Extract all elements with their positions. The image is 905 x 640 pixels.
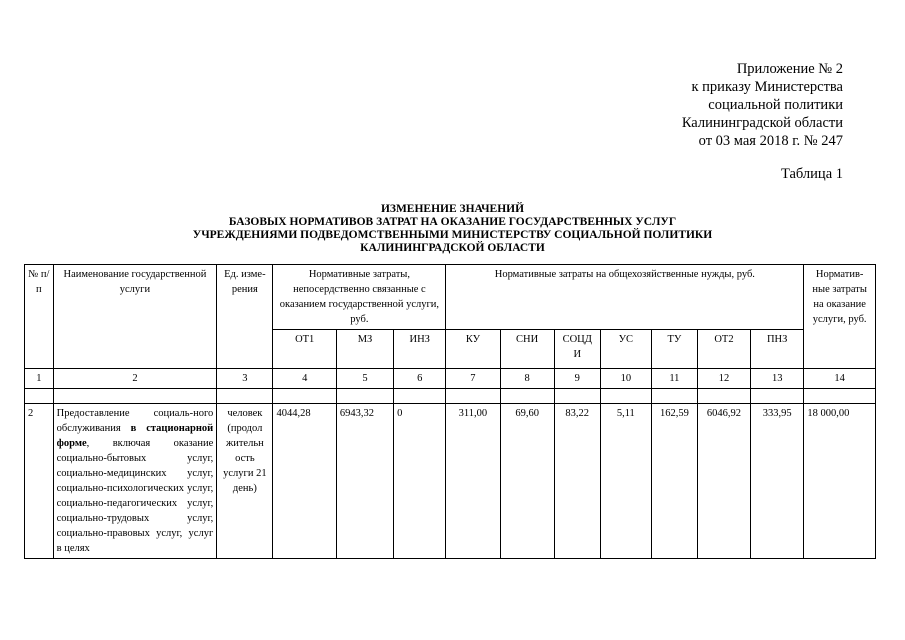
title-line-3: УЧРЕЖДЕНИЯМИ ПОДВЕДОМСТВЕННЫМИ МИНИСТЕРСТВУ СОЦИАЛЬНОЙ ПОЛИТИКИ (192, 229, 713, 241)
col-number-14: 14 (804, 369, 876, 389)
appendix-line-2: к приказу Министерства (691, 79, 843, 95)
row-socdi: 83,22 (554, 404, 600, 559)
title-line-4: КАЛИНИНГРАДСКОЙ ОБЛАСТИ (360, 242, 545, 254)
spacer-row (25, 389, 876, 404)
header-row-1 (25, 265, 876, 330)
col-number-3: 3 (217, 369, 273, 389)
header-general-costs: Нормативные затраты на общехозяйственные нужды, руб. (446, 265, 804, 330)
appendix-line-1: Приложение № 2 (736, 61, 843, 77)
appendix-block (682, 60, 843, 150)
col-number-2: 2 (53, 369, 217, 389)
appendix-line-4: Калининградской области (681, 115, 843, 131)
row-unit: человек (продол жительн ость услуги 21 день) (217, 404, 273, 559)
service-name-part-2: , включая оказание социально-бытовых услуг, социально-медицинских услуг, социально-психологических услуг, социально-педагогических услуг, социально-трудовых услуг, социально-правовых услуг, услуг в целях (56, 438, 214, 554)
row-ot2: 6046,92 (697, 404, 750, 559)
header-total: Норматив-ные затраты на оказание услуги, руб. (804, 265, 876, 369)
row-inz: 0 (394, 404, 446, 559)
subheader-socdi: СОЦД И (554, 330, 600, 369)
service-name-part-1: Предоставление социаль-ного обслуживания (56, 408, 214, 434)
row-total: 18 000,00 (804, 404, 876, 559)
row-mz: 6943,32 (336, 404, 393, 559)
header-num: № п/п (25, 265, 54, 369)
col-number-10: 10 (600, 369, 651, 389)
row-ku: 311,00 (446, 404, 500, 559)
col-number-5: 5 (336, 369, 393, 389)
row-num: 2 (25, 404, 54, 559)
col-number-9: 9 (554, 369, 600, 389)
row-ot1: 4044,28 (273, 404, 336, 559)
subheader-sni: СНИ (500, 330, 554, 369)
header-service-name: Наименование государственной услуги (53, 265, 217, 369)
col-number-8: 8 (500, 369, 554, 389)
appendix-line-3: социальной политики (708, 97, 843, 113)
subheader-mz: МЗ (336, 330, 393, 369)
subheader-pnz: ПНЗ (751, 330, 804, 369)
title-line-2: БАЗОВЫХ НОРМАТИВОВ ЗАТРАТ НА ОКАЗАНИЕ ГОСУДАРСТВЕННЫХ УСЛУГ (228, 216, 677, 228)
col-number-13: 13 (751, 369, 804, 389)
table-row (25, 404, 876, 559)
header-direct-costs: Нормативные затраты, непосердственно связанные с оказанием государственной услуги, руб. (273, 265, 446, 330)
row-pnz: 333,95 (751, 404, 804, 559)
service-name-bold: в стационарной форме (56, 423, 214, 449)
row-service-name (53, 404, 217, 559)
col-number-4: 4 (273, 369, 336, 389)
subheader-tu: ТУ (651, 330, 697, 369)
subheader-inz: ИНЗ (394, 330, 446, 369)
subheader-ku: КУ (446, 330, 500, 369)
subheader-ot2: ОТ2 (697, 330, 750, 369)
col-number-12: 12 (697, 369, 750, 389)
table-label: Таблица 1 (780, 166, 843, 182)
document-title (0, 203, 905, 255)
row-sni: 69,60 (500, 404, 554, 559)
row-tu: 162,59 (651, 404, 697, 559)
column-number-row (25, 369, 876, 389)
col-number-7: 7 (446, 369, 500, 389)
col-number-1: 1 (25, 369, 54, 389)
title-line-1: ИЗМЕНЕНИЕ ЗНАЧЕНИЙ (380, 203, 525, 215)
appendix-line-5: от 03 мая 2018 г. № 247 (698, 133, 843, 149)
subheader-ot1: ОТ1 (273, 330, 336, 369)
norms-table (24, 264, 876, 559)
col-number-11: 11 (651, 369, 697, 389)
header-unit: Ед. изме-рения (217, 265, 273, 369)
col-number-6: 6 (394, 369, 446, 389)
row-us: 5,11 (600, 404, 651, 559)
subheader-us: УС (600, 330, 651, 369)
